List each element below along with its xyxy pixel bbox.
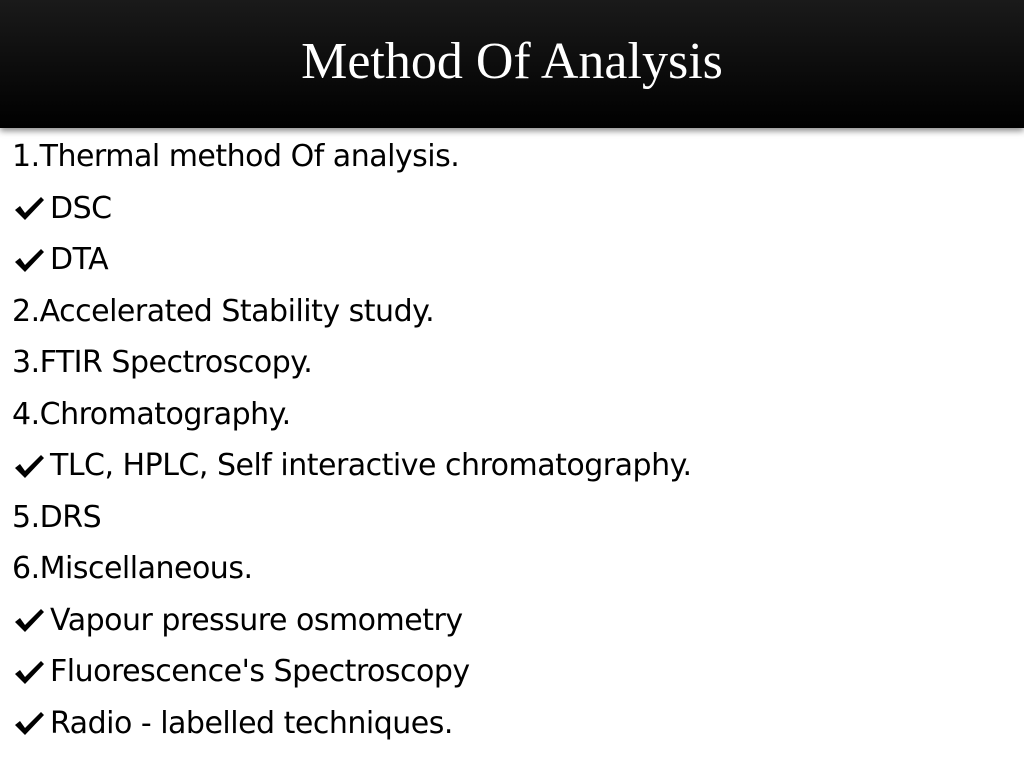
list-item-text: 2.Accelerated Stability study.	[12, 293, 435, 329]
list-item-text: 3.FTIR Spectroscopy.	[12, 345, 313, 381]
numbered-list-item	[12, 543, 1012, 595]
checked-list-item	[12, 595, 1012, 647]
slide-title: Method Of Analysis	[301, 33, 723, 90]
checked-list-item	[12, 440, 1012, 492]
checkmark-icon	[12, 708, 46, 738]
list-item-text: Fluorescence's Spectroscopy	[50, 654, 470, 690]
numbered-list-item	[12, 492, 1012, 544]
checkmark-icon	[12, 193, 46, 223]
checked-list-item	[12, 698, 1012, 750]
content-list	[12, 131, 1012, 749]
checkmark-icon	[12, 657, 46, 687]
list-item-text: DSC	[50, 190, 112, 226]
checkmark-icon	[12, 451, 46, 481]
list-item-text: Vapour pressure osmometry	[50, 602, 463, 638]
list-item-text: 6.Miscellaneous.	[12, 551, 253, 587]
numbered-list-item	[12, 131, 1012, 183]
list-item-text: Radio - labelled techniques.	[50, 705, 453, 741]
list-item-text: DTA	[50, 242, 109, 278]
list-item-text: 5.DRS	[12, 499, 102, 535]
list-item-text: TLC, HPLC, Self interactive chromatography.	[50, 448, 692, 484]
numbered-list-item	[12, 389, 1012, 441]
checked-list-item	[12, 234, 1012, 286]
checkmark-icon	[12, 605, 46, 635]
checked-list-item	[12, 646, 1012, 698]
checkmark-icon	[12, 245, 46, 275]
title-bar	[0, 0, 1024, 128]
list-item-text: 4.Chromatography.	[12, 396, 291, 432]
checked-list-item	[12, 183, 1012, 235]
numbered-list-item	[12, 286, 1012, 338]
numbered-list-item	[12, 337, 1012, 389]
list-item-text: 1.Thermal method Of analysis.	[12, 139, 460, 175]
